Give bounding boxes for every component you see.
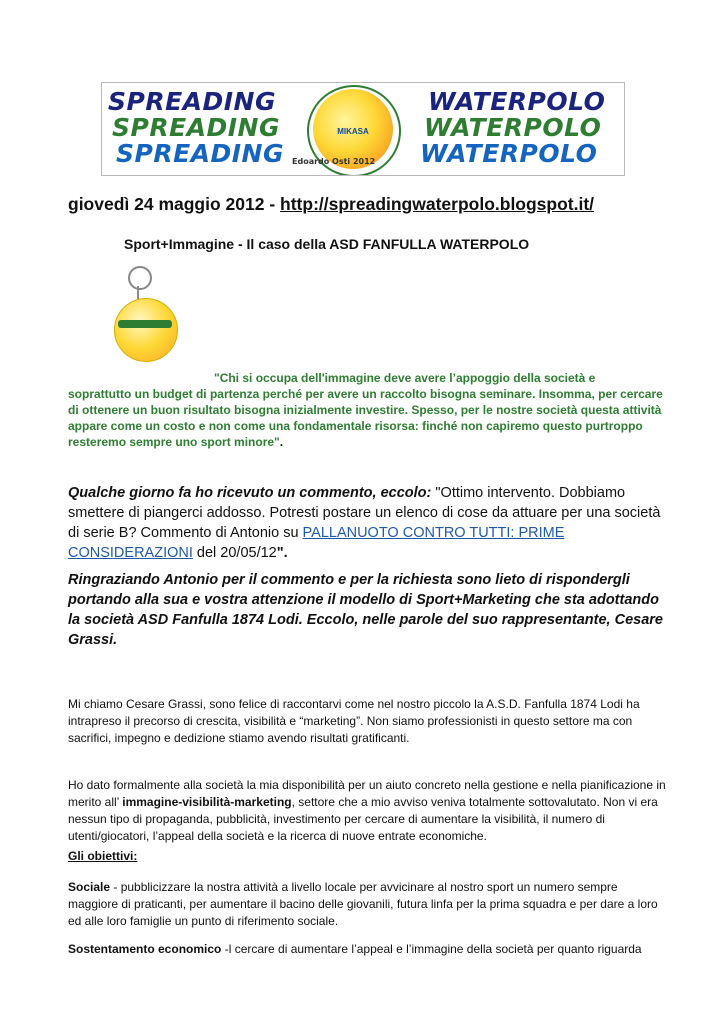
quote-body: soprattutto un budget di partenza perché per avere un raccolto bisogna seminare. Insomma, per cercare di ottenere un buon risultato bisogna inizialmente investire. Spesso, per le nostre società questa attività appare come un costo e non come una fondamentale risorsa: finché non capiremo questo purtroppo resteremo sempre uno sport minore": [68, 387, 663, 449]
quote-first-line: "Chi si occupa dell'immagine deve avere l’appoggio della società e: [214, 371, 596, 385]
banner-word-right-3: WATERPOLO: [420, 139, 598, 168]
header-banner: [101, 82, 625, 176]
article-subtitle: Sport+Immagine - Il caso della ASD FANFULLA WATERPOLO: [124, 236, 530, 252]
objective-social: Sociale - pubblicizzare la nostra attività a livello locale per avvicinare al nostro sport un numero sempre maggiore di praticanti, per aumentare il bacino delle giovanili, futura linfa per la prima squadra e per dare a loro ed alle loro famiglie un punto di riferimento sociale.: [68, 880, 658, 928]
highlight-quote: [68, 370, 668, 450]
keychain-image: [110, 262, 180, 368]
banner-word-left-1: SPREADING: [108, 87, 277, 116]
comment-text: "Ottimo intervento. Dobbiamo smettere di piangerci addosso. Potresti postare un elenco di cose da attuare per una società di serie B? Commento di Antonio su: [68, 485, 661, 541]
availability-paragraph: Ho dato formalmente alla società la mia disponibilità per un aiuto concreto nella gestione e nella pianificazione in merito all’ immagine-visibilità-marketing, settore che a mio avviso veniva totalmente sottovalutato. Non vi era nessun tipo di propaganda, pubblicità, investimento per cercare di aumentare la visibilità, il numero di utenti/giocatori, l’appeal della società e la ricerca di nuove entrate economiche.: [68, 778, 666, 843]
banner-word-left-2: SPREADING: [112, 113, 281, 142]
ball-logo-brand: MIKASA: [337, 127, 369, 136]
banner-word-right-1: WATERPOLO: [428, 87, 606, 116]
blog-url-link[interactable]: http://spreadingwaterpolo.blogspot.it/: [280, 194, 595, 214]
page-title: [68, 194, 594, 215]
comment-close: ".: [276, 545, 288, 561]
intro-paragraph: Mi chiamo Cesare Grassi, sono felice di raccontarvi come nel nostro piccolo la A.S.D. Fanfulla 1874 Lodi ha intrapreso il precorso di crescita, visibilità e “marketing”. Non siamo professionisti in questo settore ma con sacrifici, impegno e dedizione stiamo avendo risultati gratificanti.: [68, 697, 640, 745]
key-ring-icon: [128, 266, 152, 290]
keychain-ball-icon: [114, 298, 178, 362]
objectives-heading: Gli obiettivi:: [68, 849, 138, 863]
thanks-paragraph: Ringraziando Antonio per il commento e per la richiesta sono lieto di rispondergli portando alla sua e vostra attenzione il modello di Sport+Marketing che sta adottando la società ASD Fanfulla 1874 Lodi. Eccolo, nelle parole del suo rappresentante, Cesare Grassi.: [68, 572, 663, 648]
title-date: giovedì 24 maggio 2012 -: [68, 194, 281, 214]
objective-social-label: Sociale: [68, 880, 111, 894]
comment-lead: Qualche giorno fa ho ricevuto un commento, eccolo:: [68, 485, 432, 501]
quote-end: .: [279, 435, 284, 449]
comment-paragraph: [68, 483, 668, 563]
banner-author: Edoardo Osti 2012: [292, 157, 376, 166]
objective-economic-label: Sostentamento economico: [68, 942, 222, 956]
objective-economic: Sostentamento economico -l cercare di aumentare l’appeal e l’immagine della società per quanto riguarda: [68, 942, 642, 956]
banner-word-right-2: WATERPOLO: [424, 113, 602, 142]
article-link[interactable]: PALLANUOTO CONTRO TUTTI: PRIME CONSIDERAZIONI: [68, 525, 565, 561]
comment-date: del 20/05/12: [192, 545, 277, 561]
availability-bold: immagine-visibilità-marketing: [122, 795, 292, 809]
banner-word-left-3: SPREADING: [116, 139, 285, 168]
